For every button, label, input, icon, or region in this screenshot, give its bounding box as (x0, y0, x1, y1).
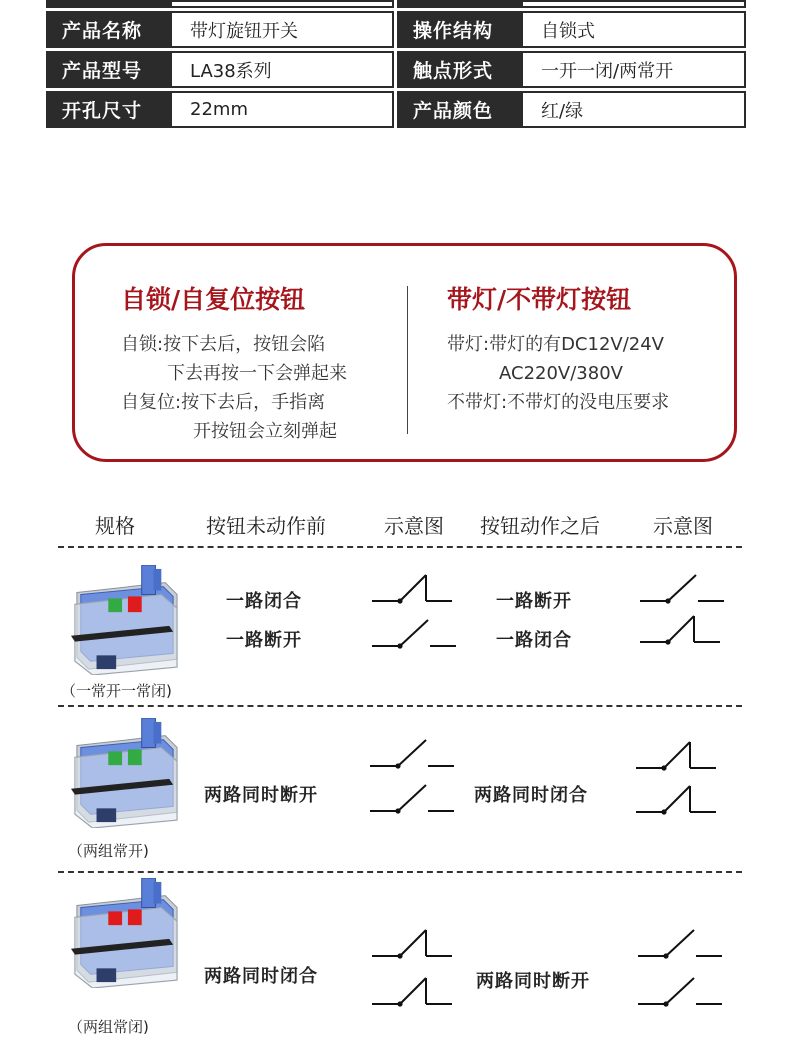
spec-row-partial (46, 0, 746, 8)
switch-closed-icon (640, 614, 724, 650)
spec-label: 产品型号 (46, 51, 172, 88)
spec-value: 红/绿 (523, 91, 746, 128)
feature-title: 自锁/自复位按钮 (121, 285, 306, 314)
feature-box (72, 243, 737, 462)
feature-line: 自复位:按下去后，手指离 (121, 392, 326, 413)
contact-block-image-2nc (66, 878, 184, 988)
spec-value: 带灯旋钮开关 (172, 11, 394, 48)
spec-value: 22mm (172, 91, 394, 128)
red-contact (128, 596, 142, 612)
switch-closed-icon (372, 928, 456, 964)
feature-self-lock (121, 280, 411, 446)
feature-line: AC220V/380V (499, 363, 623, 384)
spec-table (46, 0, 746, 131)
after-state-label: 两路同时闭合 (474, 785, 588, 806)
contact-block-image-2no (66, 718, 184, 828)
after-state-label: 一路断开 (496, 591, 572, 612)
green-contact (108, 751, 122, 765)
green-contact (108, 598, 122, 612)
before-state-label: 一路闭合 (226, 591, 302, 612)
divider (407, 286, 408, 434)
spec-label: 产品颜色 (397, 91, 523, 128)
header-diagram: 示意图 (653, 514, 713, 538)
header-before: 按钮未动作前 (206, 514, 326, 538)
spec-value: 自锁式 (523, 11, 746, 48)
header-after: 按钮动作之后 (480, 514, 600, 538)
before-state-label: 两路同时闭合 (204, 966, 318, 987)
feature-line: 开按钮会立刻弹起 (193, 421, 337, 442)
switch-open-icon (370, 783, 454, 819)
after-state-label: 一路闭合 (496, 630, 572, 651)
switch-open-icon (372, 618, 456, 654)
switch-open-icon (638, 976, 722, 1012)
spec-value: 一开一闭/两常开 (523, 51, 746, 88)
green-contact (128, 749, 142, 765)
module-caption: （两组常闭) (68, 1018, 149, 1036)
spec-label: 产品名称 (46, 11, 172, 48)
switch-open-icon (640, 573, 724, 609)
spec-row (46, 11, 746, 48)
dashed-divider (58, 546, 742, 548)
spec-row (46, 51, 746, 88)
feature-line: 不带灯:不带灯的没电压要求 (447, 392, 670, 413)
spec-label: 触点形式 (397, 51, 523, 88)
module-caption: （一常开一常闭) (61, 682, 172, 700)
spec-label: 开孔尺寸 (46, 91, 172, 128)
switch-closed-icon (636, 784, 720, 820)
module-caption: （两组常开) (68, 842, 149, 860)
switch-closed-icon (636, 740, 720, 776)
contact-block-image-1no1nc (66, 565, 184, 675)
feature-line: 自锁:按下去后，按钮会陷 (121, 334, 326, 355)
switch-open-icon (370, 738, 454, 774)
header-spec: 规格 (95, 514, 135, 538)
feature-line: 带灯:带灯的有DC12V/24V (447, 334, 664, 355)
feature-line: 下去再按一下会弹起来 (167, 363, 347, 384)
switch-open-icon (638, 928, 722, 964)
feature-title: 带灯/不带灯按钮 (447, 285, 632, 314)
switch-closed-icon (372, 573, 456, 609)
spec-label: 操作结构 (397, 11, 523, 48)
header-diagram: 示意图 (384, 514, 444, 538)
before-state-label: 一路断开 (226, 630, 302, 651)
before-state-label: 两路同时断开 (204, 785, 318, 806)
switch-closed-icon (372, 976, 456, 1012)
red-contact (128, 909, 142, 925)
spec-row (46, 91, 746, 128)
dashed-divider (58, 705, 742, 707)
red-contact (108, 911, 122, 925)
feature-light (447, 280, 727, 417)
spec-value: LA38系列 (172, 51, 394, 88)
after-state-label: 两路同时断开 (476, 971, 590, 992)
dashed-divider (58, 871, 742, 873)
